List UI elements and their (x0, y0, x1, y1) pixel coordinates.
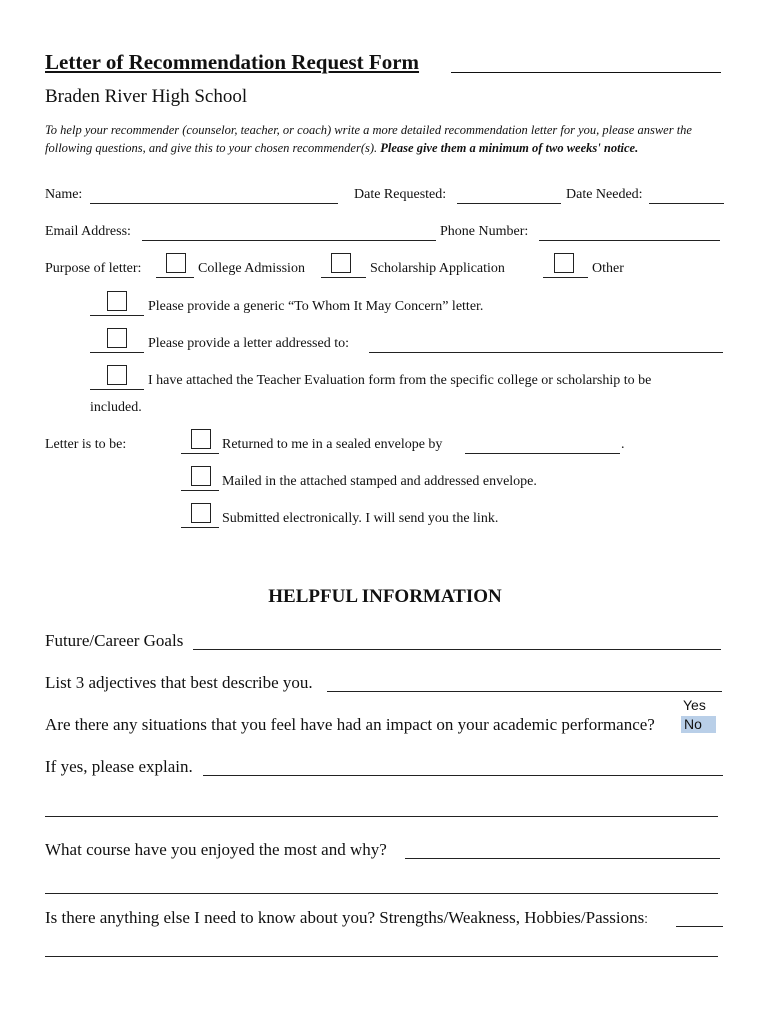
teacher-evaluation-checkbox[interactable] (107, 365, 127, 385)
date-requested-field[interactable] (457, 203, 561, 204)
anything-else-label (45, 908, 648, 928)
helpful-heading: HELPFUL INFORMATION (268, 586, 502, 607)
career-goals-label: Future/Career Goals (45, 631, 184, 650)
electronic-checkbox[interactable] (191, 503, 211, 523)
returned-by-field[interactable] (465, 453, 620, 454)
intro-bold: Please give them a minimum of two weeks' notice. (380, 141, 639, 155)
scholarship-application-label: Scholarship Application (370, 261, 505, 276)
career-goals-field[interactable] (193, 649, 721, 650)
college-admission-checkbox[interactable] (166, 253, 186, 273)
title-underline (451, 72, 721, 73)
course-field-line2[interactable] (45, 893, 718, 894)
addressed-letter-checkbox[interactable] (107, 328, 127, 348)
explain-field[interactable] (203, 775, 723, 776)
returned-label: Returned to me in a sealed envelope by (222, 437, 443, 452)
adjectives-field[interactable] (327, 691, 722, 692)
checkbox-underline (321, 277, 366, 278)
anything-else-field-line2[interactable] (45, 956, 718, 957)
checkbox-underline (90, 352, 144, 353)
mailed-label: Mailed in the attached stamped and addressed envelope. (222, 474, 537, 489)
other-checkbox[interactable] (554, 253, 574, 273)
returned-checkbox[interactable] (191, 429, 211, 449)
yes-option[interactable]: Yes (683, 697, 706, 713)
college-admission-label: College Admission (198, 261, 305, 276)
checkbox-underline (181, 527, 219, 528)
delivery-label: Letter is to be: (45, 437, 127, 452)
date-requested-label: Date Requested: (354, 187, 447, 202)
name-label: Name: (45, 187, 83, 202)
anything-else-field[interactable] (676, 926, 723, 927)
checkbox-underline (156, 277, 194, 278)
form-title: Letter of Recommendation Request Form (45, 50, 420, 74)
intro-italic: To help your recommender (counselor, teacher, or coach) write a more detailed recommendation letter for you, please answer the following questions, and give this to your chosen recommender(s). (45, 123, 692, 155)
generic-letter-checkbox[interactable] (107, 291, 127, 311)
scholarship-application-checkbox[interactable] (331, 253, 351, 273)
checkbox-underline (181, 453, 219, 454)
email-field[interactable] (142, 240, 436, 241)
explain-field-line2[interactable] (45, 816, 718, 817)
teacher-evaluation-label-cont: included. (90, 400, 142, 415)
purpose-label: Purpose of letter: (45, 261, 142, 276)
returned-period: . (621, 437, 625, 452)
generic-letter-label: Please provide a generic “To Whom It May Concern” letter. (148, 299, 484, 314)
anything-else-colon: : (644, 911, 648, 926)
phone-field[interactable] (539, 240, 720, 241)
electronic-label: Submitted electronically. I will send you the link. (222, 511, 499, 526)
anything-else-text: Is there anything else I need to know about you? Strengths/Weakness, Hobbies/Passions (45, 908, 645, 927)
date-needed-label: Date Needed: (566, 187, 643, 202)
checkbox-underline (181, 490, 219, 491)
intro-text (45, 121, 735, 157)
course-field[interactable] (405, 858, 720, 859)
addressed-to-field[interactable] (369, 352, 723, 353)
checkbox-underline (543, 277, 588, 278)
addressed-letter-label: Please provide a letter addressed to: (148, 336, 349, 351)
explain-label: If yes, please explain. (45, 757, 193, 776)
adjectives-label: List 3 adjectives that best describe you. (45, 673, 313, 692)
mailed-checkbox[interactable] (191, 466, 211, 486)
no-option[interactable]: No (684, 716, 702, 732)
situations-label: Are there any situations that you feel have had an impact on your academic performance? (45, 715, 655, 734)
school-name: Braden River High School (45, 86, 248, 107)
phone-label: Phone Number: (440, 224, 529, 239)
email-label: Email Address: (45, 224, 131, 239)
teacher-evaluation-label: I have attached the Teacher Evaluation form from the specific college or scholarship to be (148, 373, 652, 388)
other-label: Other (592, 261, 624, 276)
course-label: What course have you enjoyed the most and why? (45, 840, 387, 859)
date-needed-field[interactable] (649, 203, 724, 204)
name-field[interactable] (90, 203, 338, 204)
checkbox-underline (90, 315, 144, 316)
checkbox-underline (90, 389, 144, 390)
